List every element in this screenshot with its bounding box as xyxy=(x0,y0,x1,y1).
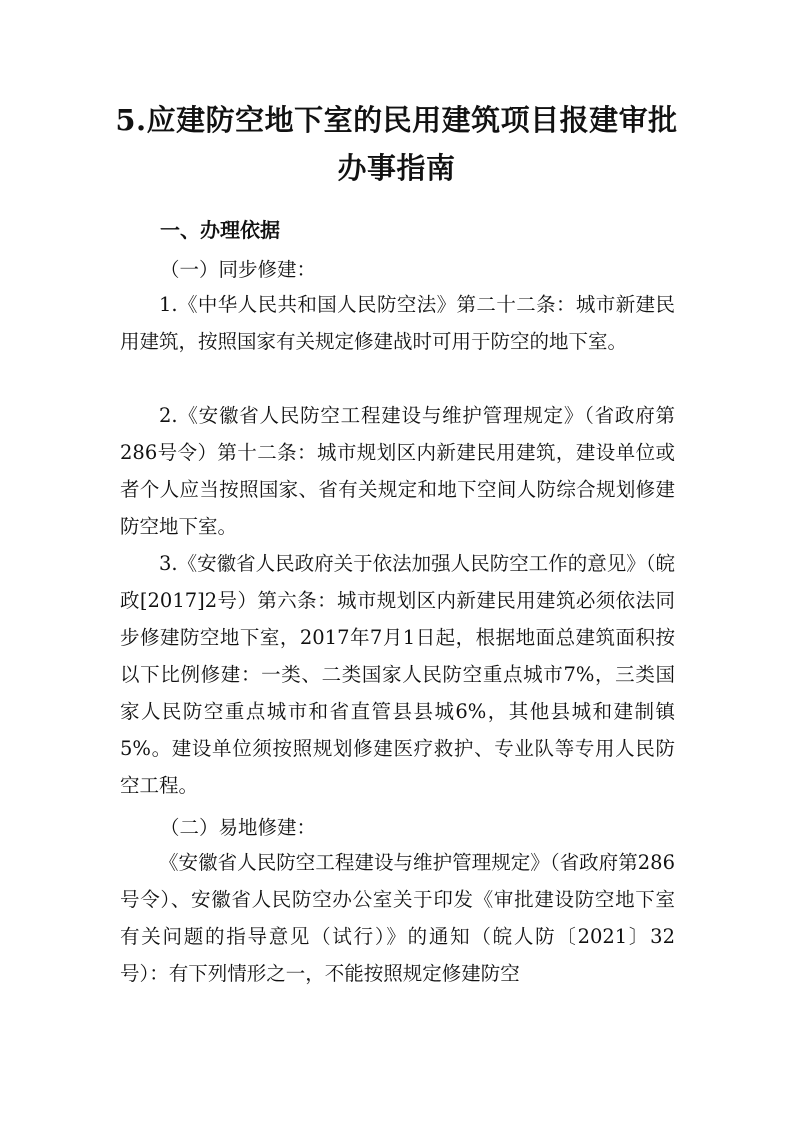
paragraph-1 xyxy=(120,286,675,360)
paragraph-3-text: 3.《安徽省人民政府关于依法加强人民防空工作的意见》（皖政[2017]2号）第六条：城市规划区内新建民用建筑必须依法同步修建防空地下室，2017年7月1日起，根据地面总建筑面积按以下比例修建：一类、二类国家人民防空重点城市7%，三类国家人民防空重点城市和省直管县县城6%，其他县城和建制镇5%。建设单位须按照规划修建医疗救护、专业队等专用人民防空工程。 xyxy=(120,552,675,797)
paragraph-4-text: 《安徽省人民防空工程建设与维护管理规定》（省政府第286号令）、安徽省人民防空办公室关于印发《审批建设防空地下室有关问题的指导意见（试行）》的通知（皖人防〔2021〕32号）：有下列情形之一，不能按照规定修建防空 xyxy=(120,851,675,985)
section-heading-basis: 一、办理依据 xyxy=(160,218,280,242)
paragraph-2 xyxy=(120,397,675,545)
paragraph-4 xyxy=(120,844,675,992)
subsection-heading-synchronous: （一）同步修建： xyxy=(160,258,317,281)
title-line-2: 办事指南 xyxy=(337,151,456,185)
paragraph-3 xyxy=(120,545,675,804)
paragraph-2-text: 2.《安徽省人民防空工程建设与维护管理规定》（省政府第286号令）第十二条：城市规划区内新建民用建筑，建设单位或者个人应当按照国家、省有关规定和地下空间人防综合规划修建防空地下室。 xyxy=(120,404,675,538)
subsection-heading-relocated: （二）易地修建： xyxy=(160,816,317,839)
title-line-1: 5.应建防空地下室的民用建筑项目报建审批 xyxy=(115,103,678,137)
paragraph-1-text: 1.《中华人民共和国人民防空法》第二十二条：城市新建民用建筑，按照国家有关规定修建战时可用于防空的地下室。 xyxy=(120,293,675,353)
document-title xyxy=(100,96,693,192)
